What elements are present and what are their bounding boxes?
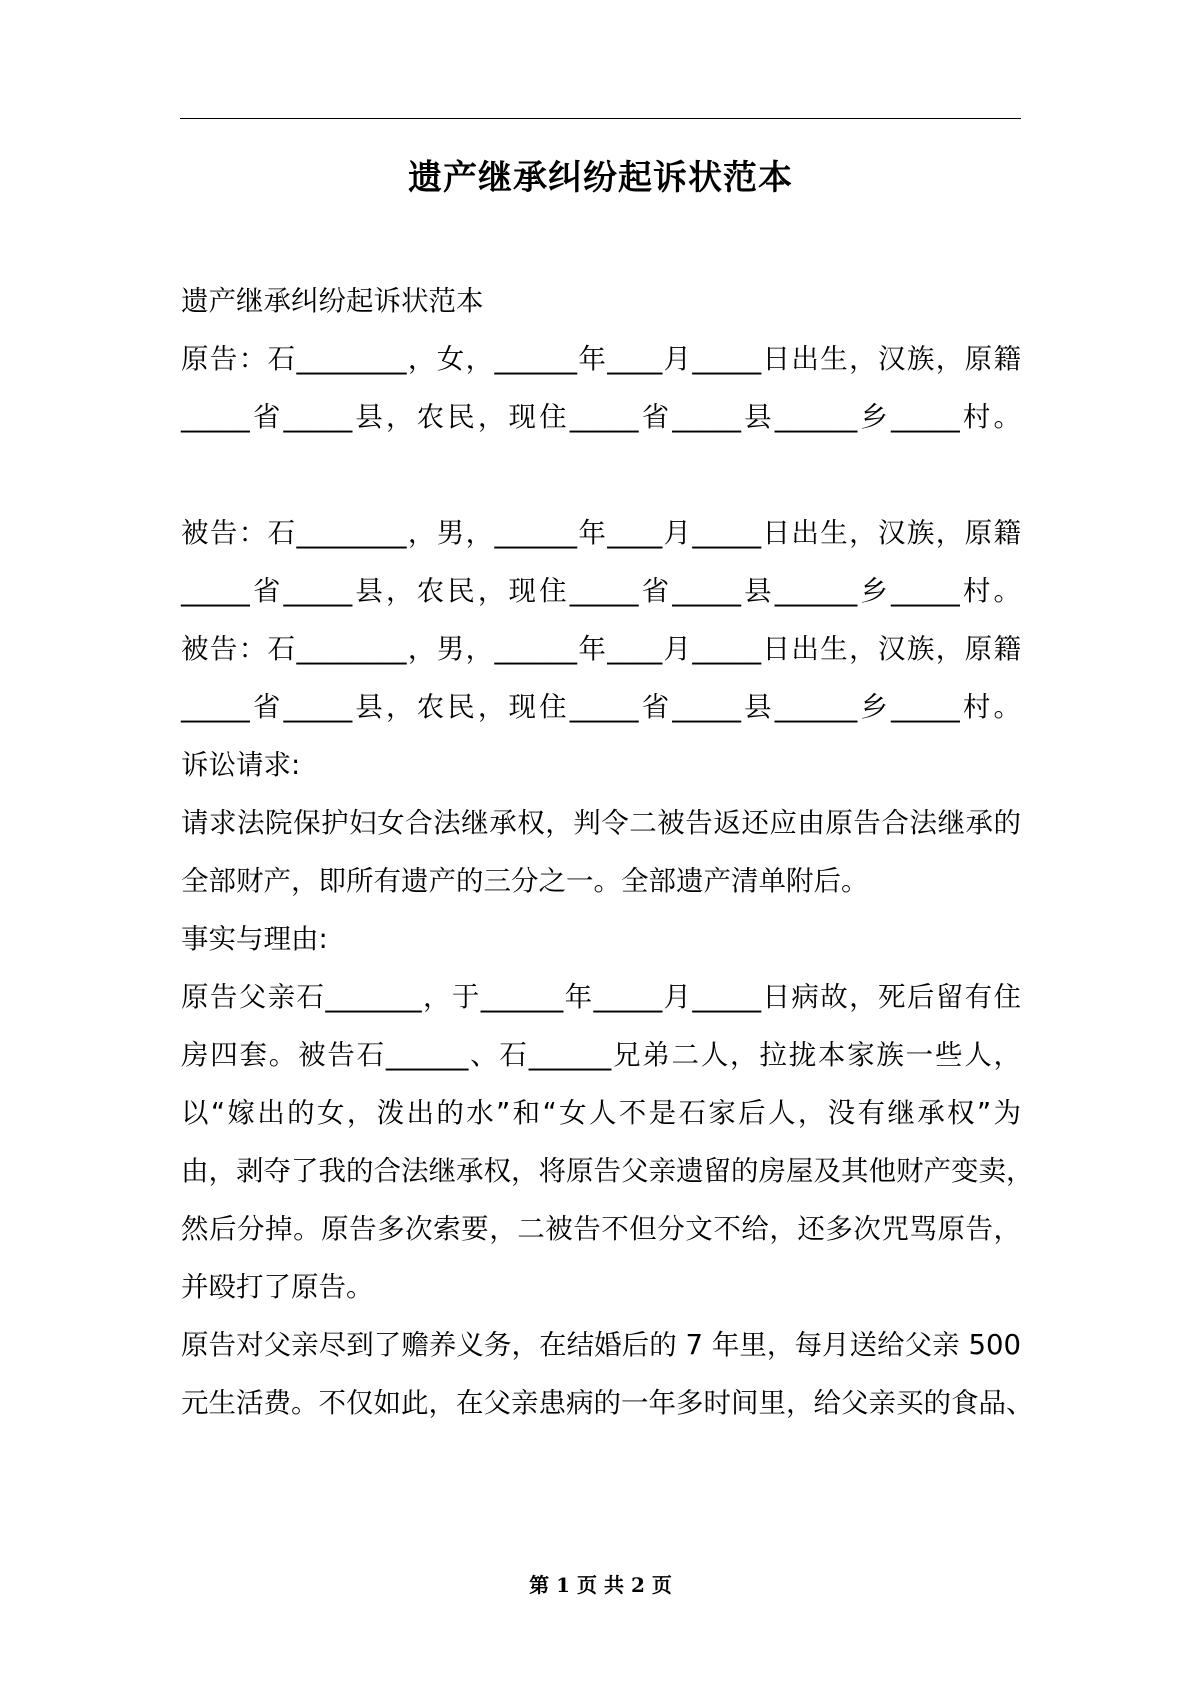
support-line-2: 元生活费。不仅如此，在父亲患病的一年多时间里，给父亲买的食品、 <box>181 1387 1034 1419</box>
subtitle-line: 遗产继承纠纷起诉状范本 <box>181 285 484 317</box>
defendant-1-line-1: 被告：石________，男，______年____月_____日出生，汉族，原籍 <box>181 517 1021 549</box>
facts-line-5: 然后分掉。原告多次索要，二被告不但分文不给，还多次咒骂原告， <box>181 1213 1021 1245</box>
support-line-1: 原告对父亲尽到了赡养义务，在结婚后的 7 年里，每月送给父亲 500 <box>181 1329 1021 1361</box>
facts-line-3: 以“嫁出的女，泼出的水”和“女人不是石家后人，没有继承权”为 <box>181 1097 1021 1129</box>
defendant-1-line-2: _____省_____县，农民，现住_____省_____县______乡_____村。 <box>181 575 1021 607</box>
facts-heading: 事实与理由: <box>181 923 328 955</box>
facts-line-6: 并殴打了原告。 <box>181 1271 374 1303</box>
header-rule <box>180 118 1021 119</box>
plaintiff-line-2: _____省_____县，农民，现住_____省_____县______乡_____村。 <box>181 401 1021 433</box>
plaintiff-line-1: 原告：石________，女，______年____月_____日出生，汉族，原籍 <box>181 343 1021 375</box>
facts-line-4: 由，剥夺了我的合法继承权，将原告父亲遗留的房屋及其他财产变卖， <box>181 1155 1034 1187</box>
page-number: 第 1 页 共 2 页 <box>529 1573 672 1597</box>
defendant-2-line-2: _____省_____县，农民，现住_____省_____县______乡_____村。 <box>181 691 1021 723</box>
claims-line-1: 请求法院保护妇女合法继承权，判令二被告返还应由原告合法继承的 <box>181 807 1021 839</box>
claims-heading: 诉讼请求: <box>181 749 301 781</box>
facts-line-2: 房四套。被告石______、石______兄弟二人，拉拢本家族一些人， <box>181 1039 1021 1071</box>
facts-line-1: 原告父亲石_______，于______年_____月_____日病故，死后留有住 <box>181 981 1021 1013</box>
document-title: 遗产继承纠纷起诉状范本 <box>408 158 793 198</box>
defendant-2-line-1: 被告：石________，男，______年____月_____日出生，汉族，原籍 <box>181 633 1021 665</box>
claims-line-2: 全部财产，即所有遗产的三分之一。全部遗产清单附后。 <box>181 865 869 897</box>
